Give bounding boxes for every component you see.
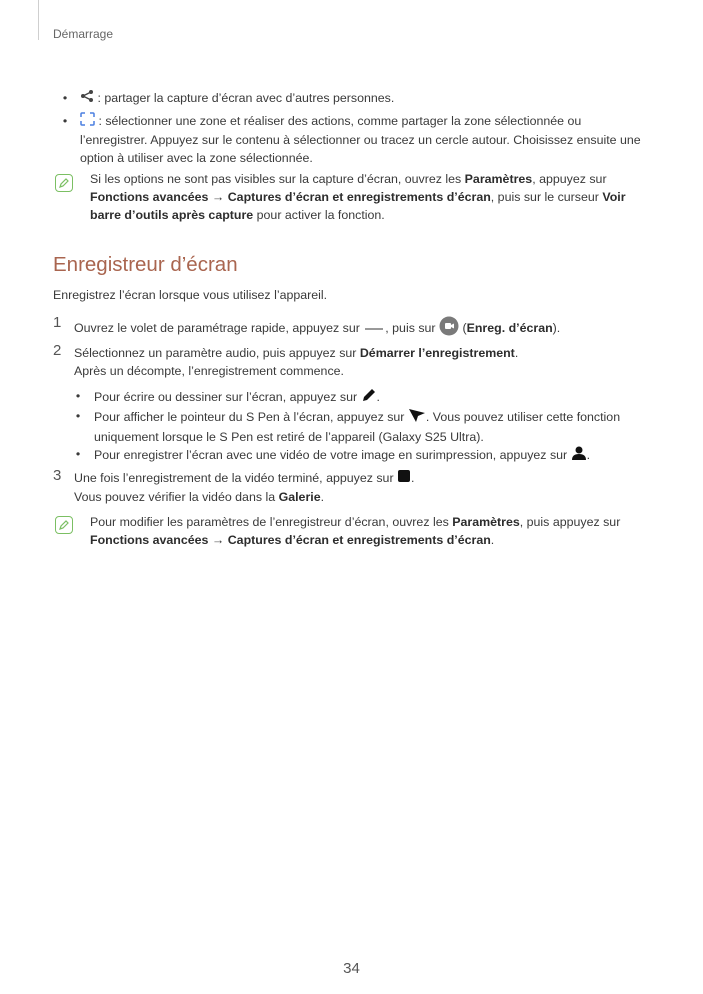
step-1 xyxy=(74,316,674,341)
note-text: , puis appuyez sur xyxy=(519,515,621,529)
step-bold: Démarrer l’enregistrement xyxy=(359,346,515,360)
sub-bullet-person xyxy=(94,445,684,466)
sub-bullet-pen xyxy=(94,387,674,408)
header-section-label: Démarrage xyxy=(53,27,114,41)
sub-bullet-text: . xyxy=(376,389,380,404)
select-area-icon xyxy=(80,112,95,131)
step-number: 1 xyxy=(53,314,62,331)
bullet-marker: • xyxy=(62,114,68,128)
step-number: 3 xyxy=(53,467,62,484)
step-bold: Enreg. d’écran xyxy=(466,320,553,335)
header-rule xyxy=(38,0,39,40)
note-text: . xyxy=(490,533,495,547)
note-arrow: → xyxy=(208,533,228,547)
bullet-marker: • xyxy=(75,389,81,403)
note-text: pour activer la fonction. xyxy=(253,208,385,222)
bullet-select-rest: l’enregistrer. Appuyez sur le contenu à sélectionner ou tracez un cercle autour. Choisissez ensuite une option à utiliser avec la zone sélectionnée. xyxy=(80,133,641,166)
note-icon xyxy=(55,516,73,534)
note-text: Si les options ne sont pas visibles sur la capture d’écran, ouvrez les xyxy=(90,172,465,186)
step-text: Ouvrez le volet de paramétrage rapide, appuyez sur xyxy=(74,320,364,335)
pen-icon xyxy=(361,387,377,408)
step-text: Vous pouvez vérifier la vidéo dans la xyxy=(74,490,279,505)
note-bold: Voir barre d’outils après capture xyxy=(90,190,626,222)
sub-bullet-text: Pour afficher le pointeur du S Pen à l’écran, appuyez sur xyxy=(94,409,408,424)
sub-bullet-text: Pour écrire ou dessiner sur l’écran, appuyez sur xyxy=(94,389,361,404)
step-text: Sélectionnez un paramètre audio, puis appuyez sur xyxy=(74,346,360,360)
bullet-marker: • xyxy=(75,409,81,423)
note-text: Pour modifier les paramètres de l’enregistreur d’écran, ouvrez les xyxy=(90,515,453,529)
quick-panel-handle-icon xyxy=(365,328,383,330)
sub-bullet-text: . Vous pouvez utiliser cette fonction xyxy=(425,409,621,424)
share-icon xyxy=(80,89,94,108)
step-text: . xyxy=(514,346,519,360)
screen-record-icon xyxy=(439,316,459,341)
page-number: 34 xyxy=(343,960,360,977)
step-bold: Galerie xyxy=(278,490,321,505)
step-2 xyxy=(74,344,674,380)
note-bold: Fonctions avancées xyxy=(90,190,209,204)
step-text: ). xyxy=(552,320,561,335)
bullet-marker: • xyxy=(62,91,68,105)
note-icon xyxy=(55,174,73,192)
section-title: Enregistreur d’écran xyxy=(53,253,238,276)
note-paragraph xyxy=(90,513,650,549)
step-text: . xyxy=(411,471,415,485)
note-bold: Captures d’écran et enregistrements d’écran xyxy=(227,190,491,204)
step-text: Après un décompte, l’enregistrement commence. xyxy=(74,364,344,378)
sub-bullet-text: Pour enregistrer l’écran avec une vidéo de votre image en surimpression, appuyez sur xyxy=(94,447,571,462)
section-intro: Enregistrez l’écran lorsque vous utilisez l’appareil. xyxy=(53,288,328,302)
sub-bullet-text: uniquement lorsque le S Pen est retiré de l’appareil (Galaxy S25 Ultra). xyxy=(94,430,484,444)
note-text: , appuyez sur xyxy=(532,172,607,186)
bullet-share xyxy=(80,89,650,108)
person-icon xyxy=(571,445,587,466)
note-bold: Fonctions avancées xyxy=(90,533,209,547)
note-text: , puis sur le curseur xyxy=(490,190,603,204)
bullet-select-line1: : sélectionner une zone et réaliser des actions, comme partager la zone sélectionnée ou xyxy=(95,114,582,128)
note-arrow: → xyxy=(208,190,228,204)
note-paragraph xyxy=(90,170,650,224)
step-number: 2 xyxy=(53,342,62,359)
step-text: . xyxy=(320,490,325,505)
pointer-icon xyxy=(408,407,426,428)
note-bold: Paramètres xyxy=(464,172,533,186)
sub-bullet-pointer xyxy=(94,407,674,446)
note-bold: Paramètres xyxy=(452,515,520,529)
step-text: ( xyxy=(459,320,467,335)
bullet-share-text: : partager la capture d’écran avec d’autres personnes. xyxy=(94,91,395,105)
step-text: , puis sur xyxy=(385,320,439,335)
bullet-select xyxy=(80,112,650,167)
stop-icon xyxy=(397,469,411,488)
step-3 xyxy=(74,469,674,506)
sub-bullet-text: . xyxy=(586,447,591,462)
note-bold: Captures d’écran et enregistrements d’écran xyxy=(227,533,491,547)
bullet-marker: • xyxy=(75,447,81,461)
step-text: Une fois l’enregistrement de la vidéo terminé, appuyez sur xyxy=(74,471,398,485)
